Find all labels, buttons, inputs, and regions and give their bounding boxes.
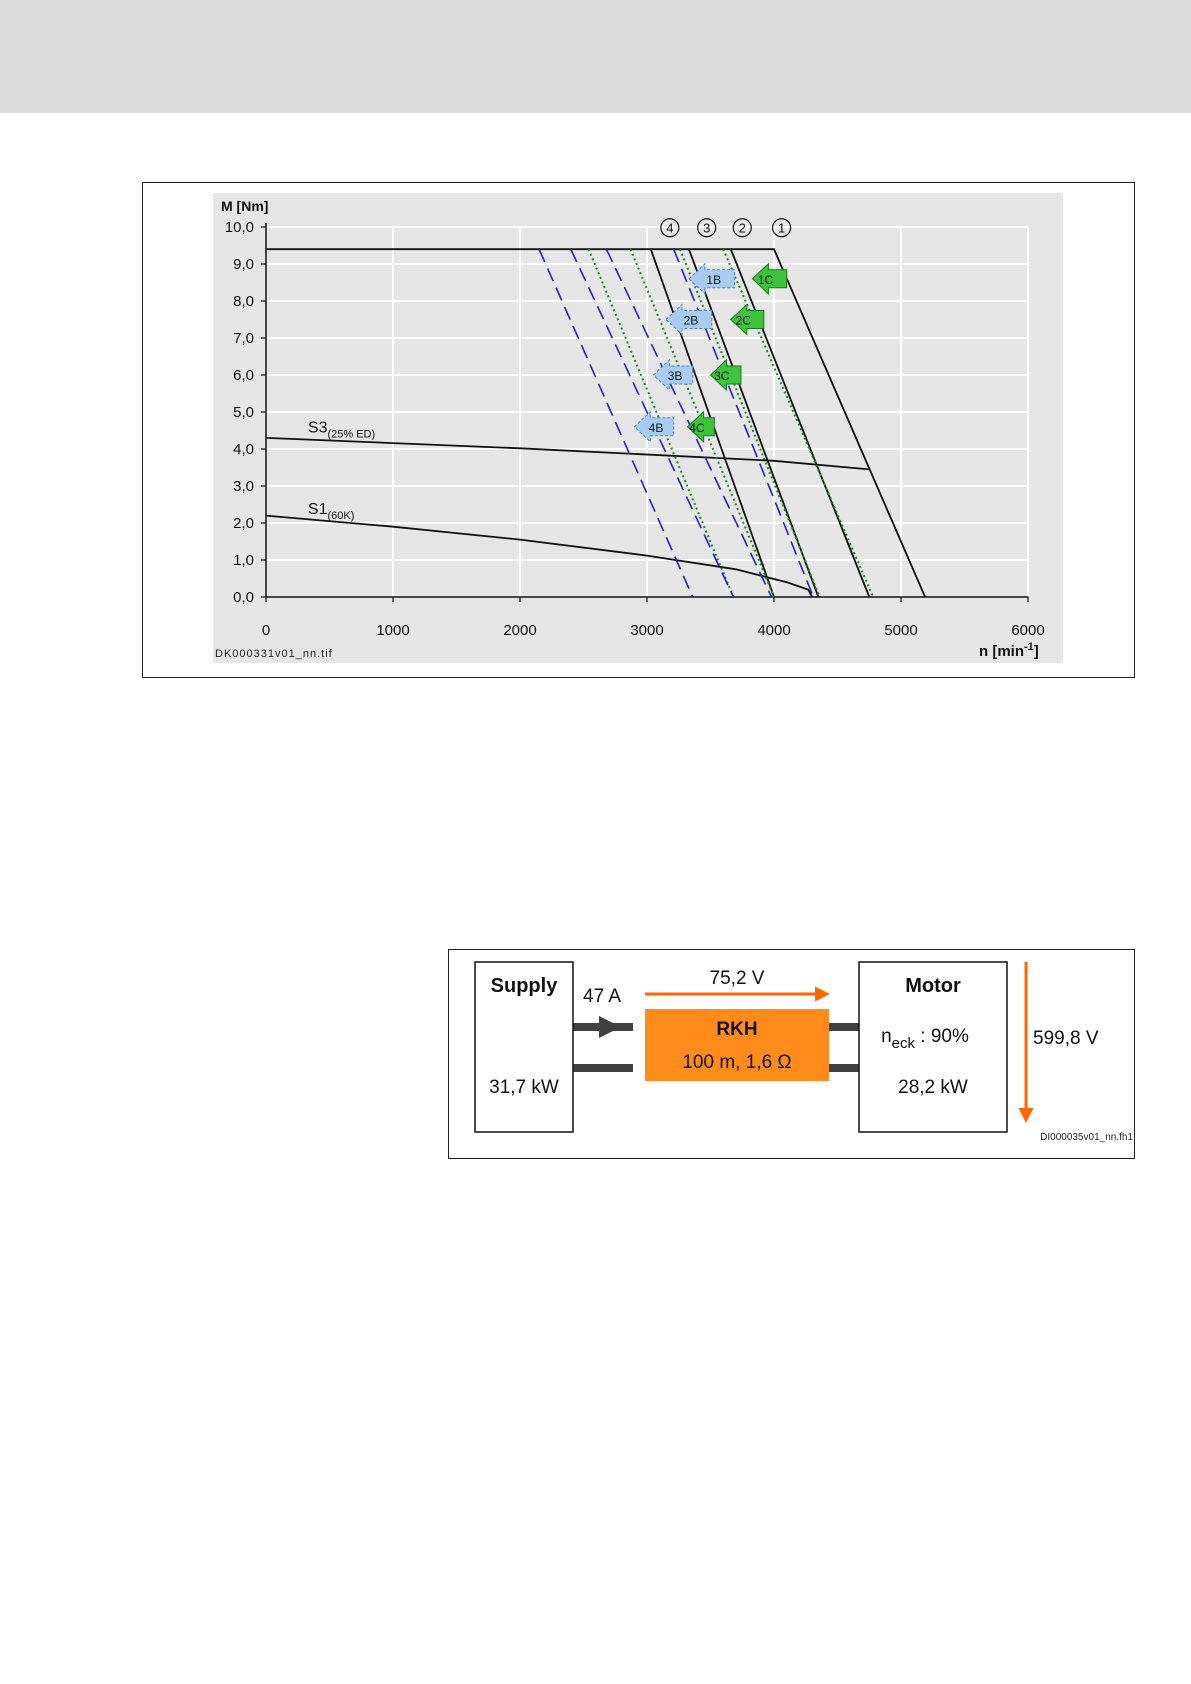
motor-voltage-label: 599,8 V	[1033, 1028, 1099, 1049]
cable-line-bottom-right	[829, 1064, 859, 1072]
motor-title: Motor	[905, 975, 961, 997]
y-tick-label: 2,0	[233, 515, 254, 532]
arrow-label-b: 3B	[667, 369, 683, 383]
voltage-drop-label: 75,2 V	[709, 968, 765, 989]
x-tick-label: 1000	[376, 622, 410, 639]
current-label: 47 A	[583, 986, 622, 1007]
y-axis-title: M [Nm]	[221, 198, 269, 214]
supply-title: Supply	[490, 975, 558, 997]
curve-marker-number: 2	[738, 220, 746, 236]
x-tick-label: 3000	[630, 622, 664, 639]
arrow-label-c: 2C	[735, 313, 752, 328]
x-tick-label: 2000	[503, 622, 537, 639]
arrow-label-c: 4C	[689, 420, 705, 435]
y-tick-label: 1,0	[233, 552, 254, 569]
torque-speed-figure	[142, 182, 1135, 678]
x-tick-label: 6000	[1011, 622, 1045, 639]
current-direction-icon	[599, 1016, 621, 1038]
cable-line-bottom-left	[573, 1064, 633, 1072]
supply-power: 31,7 kW	[489, 1077, 559, 1098]
y-tick-label: 7,0	[233, 330, 254, 347]
diagram-file-id: DI000035v01_nn.fh11	[1040, 1132, 1133, 1143]
y-tick-label: 3,0	[233, 478, 254, 495]
curve-marker-number: 3	[703, 220, 711, 236]
x-tick-label: 5000	[884, 622, 918, 639]
x-tick-label: 4000	[757, 622, 791, 639]
s1-annotation: $S1_{(60K)}$	[307, 500, 355, 522]
x-axis-title: n $[\min^{-1}]$	[979, 641, 1039, 660]
cable-title: RKH	[716, 1019, 758, 1040]
curve-marker-number: 1	[778, 220, 786, 236]
y-tick-label: 8,0	[233, 293, 254, 310]
arrow-label-b: 1B	[706, 272, 722, 287]
motor-power: 28,2 kW	[898, 1077, 968, 1098]
voltage-drop-figure	[448, 949, 1135, 1159]
y-tick-label: 6,0	[233, 367, 254, 384]
curve-marker-number: 4	[666, 220, 674, 236]
s3-annotation: $S3_{(25\% ED)}$	[307, 419, 376, 441]
arrow-label-b: 4B	[648, 420, 664, 435]
y-tick-label: 5,0	[233, 404, 254, 421]
arrow-label-c: 1C	[757, 272, 774, 287]
page-header-band	[0, 0, 1191, 113]
cable-line-top-right	[829, 1023, 859, 1031]
y-tick-label: 0,0	[233, 589, 254, 606]
torque-speed-chart	[143, 183, 1133, 676]
arrow-label-b: 2B	[683, 313, 699, 328]
y-tick-label: 10,0	[224, 219, 254, 236]
motor-efficiency: $n_{eck}$ : 90%	[881, 1026, 969, 1052]
figure-file-id: DK000331v01_nn.tif	[215, 648, 333, 660]
x-tick-label: 0	[261, 622, 271, 639]
cable-spec: 100 m, 1,6 Ω	[682, 1052, 792, 1073]
y-tick-label: 9,0	[233, 256, 254, 273]
y-tick-label: 4,0	[233, 441, 254, 458]
voltage-drop-diagram	[449, 950, 1133, 1157]
arrow-label-c: 3C	[714, 369, 730, 383]
